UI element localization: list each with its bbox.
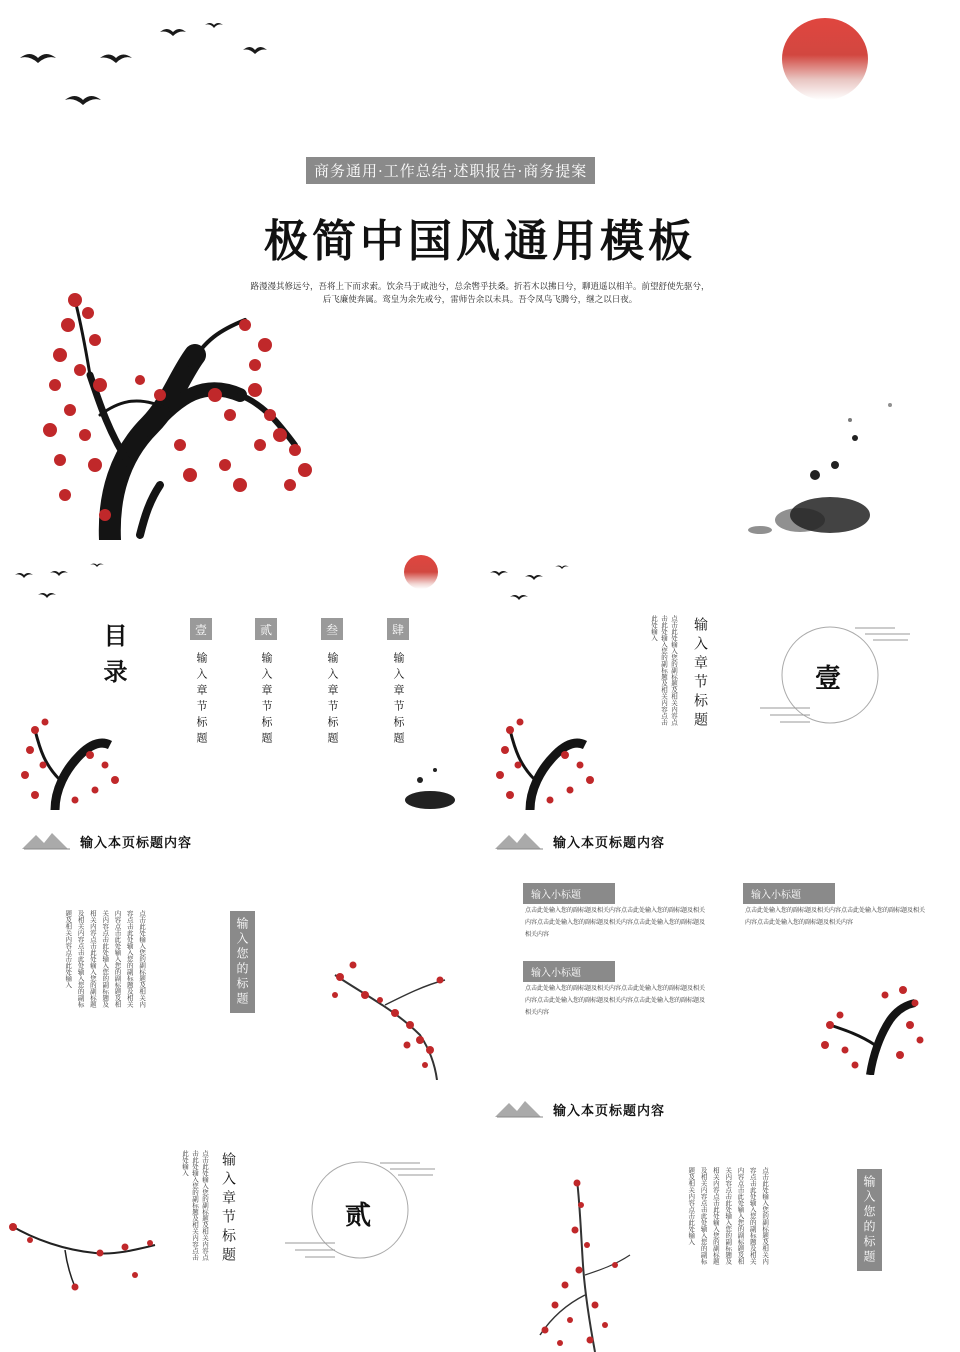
chapter2-number: 贰 xyxy=(345,1201,372,1231)
page-header: 输入本页标题内容 xyxy=(80,836,193,851)
chapter2-title: 输入章节标题 xyxy=(220,1152,236,1266)
mountain-icon xyxy=(495,829,547,851)
chapter1-number: 壹 xyxy=(815,664,842,694)
mountain-icon xyxy=(22,829,74,851)
toc-title: 目录 xyxy=(99,623,128,695)
ink-splash xyxy=(390,745,465,810)
cover-poem-line1: 路漫漫其修远兮，吾将上下而求索。饮余马于咸池兮，总余辔乎扶桑。折若木以拂日兮，聊逍遥以相羊。前望舒使先驱兮， xyxy=(250,282,710,292)
page-body: 点击此处输入您的副标题及相关内容点击此处输入您的副标题及相关内容点击此处输入您的副标题及相关内容点击此处输入您的副标题及相关内容点击此处输入您的副标题及相关内容点击此处输入您的副标题及相关内容点击此处输入 xyxy=(687,1167,770,1265)
toc-red-sun xyxy=(404,555,438,589)
plum-blossom-tree xyxy=(30,285,330,540)
content-slide-vertical-2 xyxy=(485,1085,960,1352)
content-slide-vertical xyxy=(0,815,470,1080)
toc-item-number: 贰 xyxy=(255,618,277,640)
mountain-icon xyxy=(495,1097,547,1119)
cover-poem-line2: 后飞廉使奔属。鸾皇为余先戒兮，雷师告余以未具。吾令凤鸟飞腾兮，继之以日夜。 xyxy=(322,295,638,305)
block-title: 输入小标题 xyxy=(523,961,615,982)
page-header: 输入本页标题内容 xyxy=(553,1104,666,1119)
red-sun xyxy=(782,18,868,100)
toc-item-label: 输入章节标题 xyxy=(195,652,208,748)
block-text: 点击此处输入您的副标题及相关内容点击此处输入您的副标题及相关内容点击此处输入您的副标题及相关内容点击此处输入您的副标题及相关内容 xyxy=(525,907,706,938)
toc-item-number: 壹 xyxy=(190,618,212,640)
chapter2-slide xyxy=(0,1085,470,1352)
content-slide-blocks xyxy=(485,815,960,1080)
birds-decoration xyxy=(485,555,605,605)
page-header: 输入本页标题内容 xyxy=(553,836,666,851)
chapter2-body: 点击此处输入您的副标题及相关内容点击此处输入您的副标题及相关内容点击此处输入 xyxy=(181,1150,209,1261)
toc-item-label: 输入章节标题 xyxy=(392,652,405,748)
page-body: 点击此处输入您的副标题及相关内容点击此处输入您的副标题及相关内容点击此处输入您的副标题及相关内容点击此处输入您的副标题及相关内容点击此处输入您的副标题及相关内容点击此处输入您的副标题及相关内容点击此处输入 xyxy=(64,910,147,1008)
toc-slide xyxy=(0,545,470,810)
chapter1-title: 输入章节标题 xyxy=(692,617,708,731)
toc-item-label: 输入章节标题 xyxy=(326,652,339,748)
plum-blossom-branch xyxy=(535,1175,635,1352)
cover-tagline: 商务通用·工作总结·述职报告·商务提案 xyxy=(306,157,595,184)
cover-slide xyxy=(0,0,960,540)
toc-item-label: 输入章节标题 xyxy=(260,652,273,748)
side-title-tag: 输入您的标题 xyxy=(857,1169,882,1271)
block-text: 点击此处输入您的副标题及相关内容点击此处输入您的副标题及相关内容点击此处输入您的副标题及相关内容 xyxy=(745,907,926,926)
plum-blossom-tree xyxy=(15,710,125,810)
toc-item-number: 叁 xyxy=(321,618,343,640)
birds-decoration xyxy=(10,555,130,605)
birds-decoration xyxy=(15,20,275,115)
plum-blossom-branch xyxy=(325,955,470,1080)
block-title: 输入小标题 xyxy=(523,883,615,904)
chapter1-body: 点击此处输入您的副标题及相关内容点击此处输入您的副标题及相关内容点击此处输入 xyxy=(650,615,678,726)
toc-item-number: 肆 xyxy=(387,618,409,640)
side-title-tag: 输入您的标题 xyxy=(230,911,255,1013)
ink-splash xyxy=(740,400,940,540)
plum-blossom-tree xyxy=(815,975,925,1075)
chapter1-slide xyxy=(485,545,960,810)
plum-blossom-branch xyxy=(5,1215,165,1295)
block-text: 点击此处输入您的副标题及相关内容点击此处输入您的副标题及相关内容点击此处输入您的副标题及相关内容点击此处输入您的副标题及相关内容 xyxy=(525,985,706,1016)
plum-blossom-tree xyxy=(490,710,600,810)
block-title: 输入小标题 xyxy=(743,883,835,904)
cover-title: 极简中国风通用模板 xyxy=(264,216,696,267)
